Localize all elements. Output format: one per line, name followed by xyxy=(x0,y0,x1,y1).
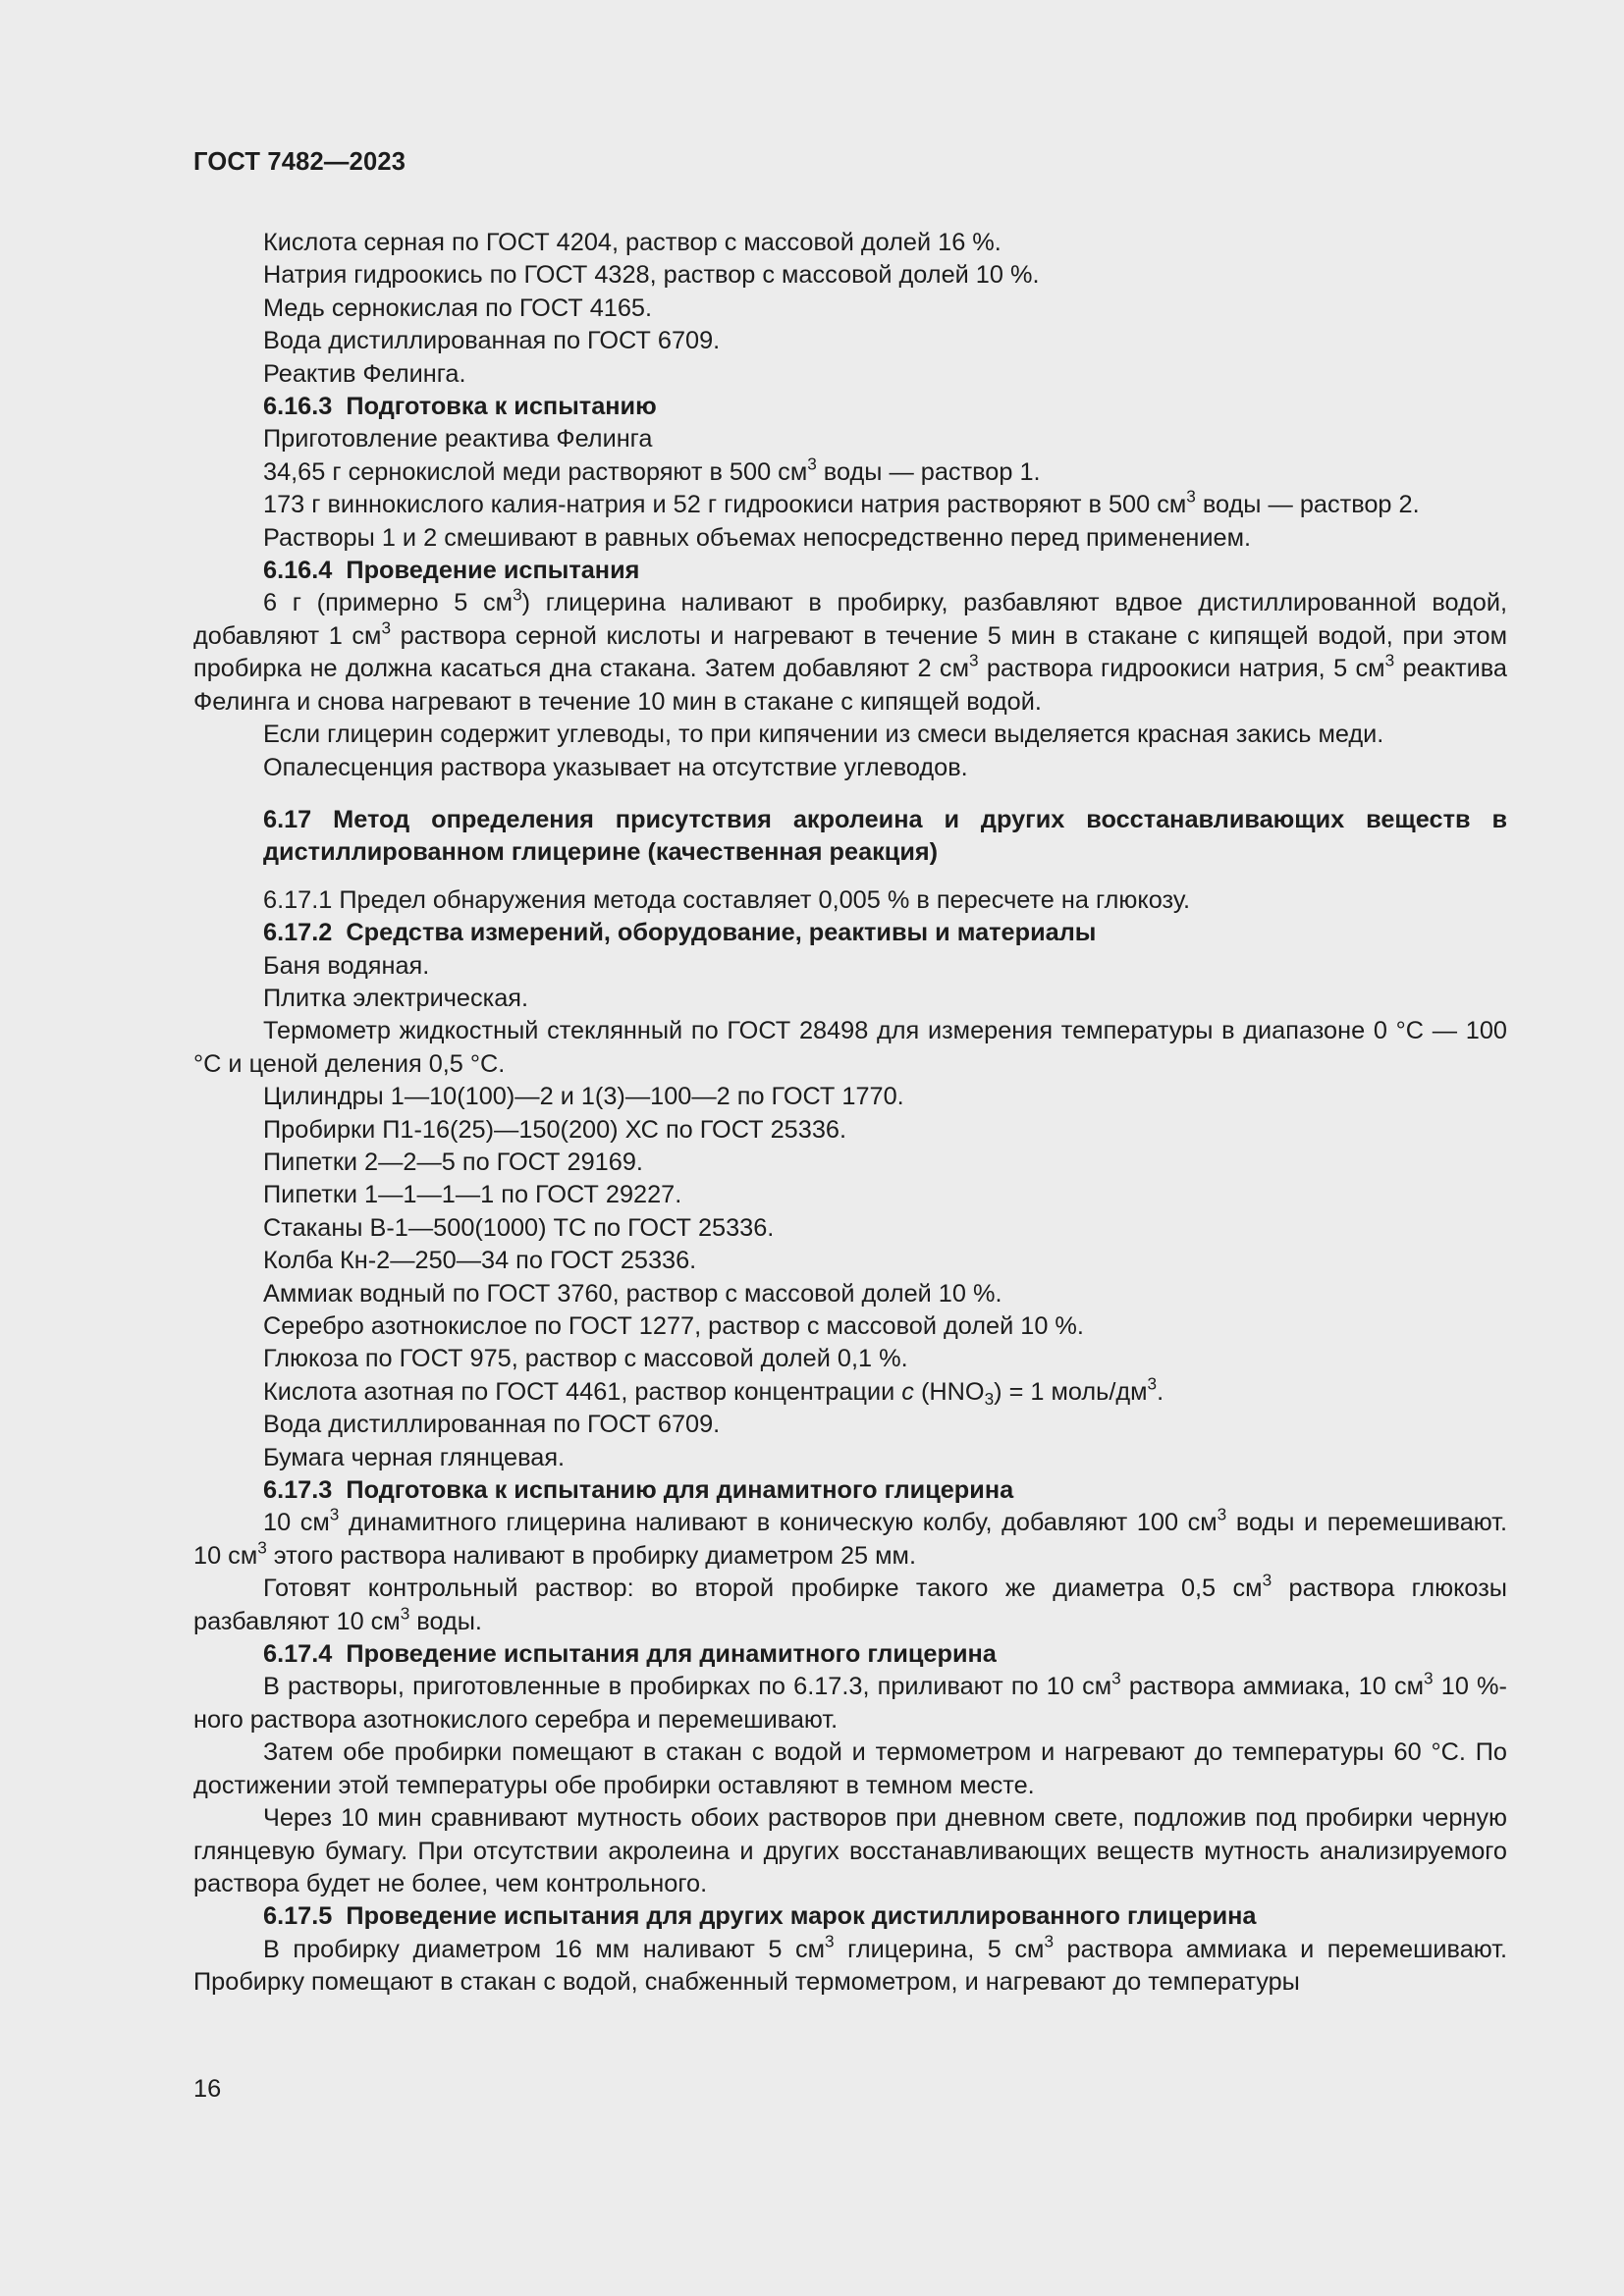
section-title: Средства измерений, оборудование, реактивы и материалы xyxy=(346,919,1097,947)
section-number: 6.17.4 xyxy=(263,1640,333,1669)
list-item: Кислота азотная по ГОСТ 4461, раствор концентрации c $(HNO_3) = 1$ моль/$дм^3$. xyxy=(263,1373,1164,1409)
list-item: Серебро азотнокислое по ГОСТ 1277, раствор с массовой долей 10 %. xyxy=(263,1312,1084,1340)
paragraph: Опалесценция раствора указывает на отсутствие углеводов. xyxy=(263,753,968,781)
section-heading-6-16-4 xyxy=(193,555,1507,587)
document-header: ГОСТ 7482—2023 xyxy=(193,148,406,176)
list-item: Бумага черная глянцевая. xyxy=(263,1443,566,1471)
paragraph: В растворы, приготовленные в пробирках по 6.17.3, приливают по 10 $см^3$ раствора аммиака, 10 $см^3$ 10 %-ного раствора азотнокислого серебра и перемешивают. xyxy=(193,1668,1507,1734)
paragraph: Приготовление реактива Фелинга xyxy=(263,425,653,454)
section-title: Подготовка к испытанию xyxy=(346,393,657,421)
list-item: Вода дистиллированная по ГОСТ 6709. xyxy=(263,1411,721,1439)
section-number: 6.17.3 xyxy=(263,1476,333,1505)
paragraph: В пробирку диаметром 16 мм наливают 5 $см^3$ глицерина, 5 $см^3$ раствора аммиака и перемешивают. Пробирку помещают в стакан с водой, снабженный термометром, и нагревают до температуры xyxy=(193,1931,1507,1997)
paragraph: Затем обе пробирки помещают в стакан с водой и термометром и нагревают до температуры 60 °С. По достижении этой температуры обе пробирки оставляют в темном месте. xyxy=(193,1738,1507,1799)
paragraph: Через 10 мин сравнивают мутность обоих растворов при дневном свете, подложив под пробирки черную глянцевую бумагу. При отсутствии акролеина и других восстанавливающих веществ мутность анализируемого раствора будет не более, чем контрольного. xyxy=(193,1804,1507,1897)
page-number: 16 xyxy=(193,2075,222,2103)
section-number: 6.17.2 xyxy=(263,919,333,947)
paragraph: Растворы 1 и 2 смешивают в равных объемах непосредственно перед применением. xyxy=(263,523,1252,552)
list-item: Глюкоза по ГОСТ 975, раствор с массовой долей 0,1 %. xyxy=(263,1345,908,1373)
list-item: Пробирки П1-16(25)—150(200) ХС по ГОСТ 25336. xyxy=(263,1115,846,1144)
list-item: Вода дистиллированная по ГОСТ 6709. xyxy=(263,327,721,355)
section-heading-6-16-3 xyxy=(193,391,1507,423)
list-item: Цилиндры 1—10(100)—2 и 1(3)—100—2 по ГОСТ 1770. xyxy=(263,1083,904,1111)
paragraph: 173 г виннокислого калия-натрия и 52 г гидроокиси натрия растворяют в 500 $см^3$ воды — раствор 2. xyxy=(263,486,1420,519)
section-heading-6-17: 6.17 Метод определения присутствия акролеина и других восстанавливающих веществ в дистиллированном глицерине (качественная реакция) xyxy=(263,805,1507,867)
section-heading-6-17-3 xyxy=(193,1474,1507,1507)
paragraph: Готовят контрольный раствор: во второй пробирке такого же диаметра 0,5 $см^3$ раствора глюкозы разбавляют 10 $см^3$ воды. xyxy=(193,1570,1507,1635)
paragraph: 34,65 г сернокислой меди растворяют в 500 $см^3$ воды — раствор 1. xyxy=(263,454,1041,486)
section-heading-6-17-4 xyxy=(193,1638,1507,1671)
section-heading-6-17-2 xyxy=(193,917,1507,949)
section-heading-6-17-5 xyxy=(193,1900,1507,1933)
list-item: Натрия гидроокись по ГОСТ 4328, раствор с массовой долей 10 %. xyxy=(263,261,1040,290)
list-item: Аммиак водный по ГОСТ 3760, раствор с массовой долей 10 %. xyxy=(263,1279,1002,1308)
document-body xyxy=(193,227,1507,2000)
list-item: Реактив Фелинга. xyxy=(263,359,466,388)
list-item: Термометр жидкостный стеклянный по ГОСТ 28498 для измерения температуры в диапазоне 0 °С — 100 °С и ценой деления 0,5 °С. xyxy=(193,1017,1507,1078)
section-title: Проведение испытания для других марок дистиллированного глицерина xyxy=(346,1902,1257,1931)
section-title: Проведение испытания xyxy=(346,557,640,585)
section-number: 6.17.5 xyxy=(263,1902,333,1931)
paragraph: 10 $см^3$ динамитного глицерина наливают в коническую колбу, добавляют 100 $см^3$ воды и перемешивают. 10 $см^3$ этого раствора наливают в пробирку диаметром 25 мм. xyxy=(193,1504,1507,1570)
paragraph: Если глицерин содержит углеводы, то при кипячении из смеси выделяется красная закись меди. xyxy=(263,721,1384,749)
section-number: 6.16.3 xyxy=(263,393,333,421)
list-item: Пипетки 2—2—5 по ГОСТ 29169. xyxy=(263,1148,643,1176)
list-item: Стаканы В-1—500(1000) ТС по ГОСТ 25336. xyxy=(263,1213,775,1242)
list-item: Баня водяная. xyxy=(263,951,430,980)
paragraph: 6.17.1 Предел обнаружения метода составляет 0,005 % в пересчете на глюкозу. xyxy=(263,885,1190,914)
list-item: Медь сернокислая по ГОСТ 4165. xyxy=(263,294,653,322)
list-item: Пипетки 1—1—1—1 по ГОСТ 29227. xyxy=(263,1181,682,1209)
list-item: Кислота серная по ГОСТ 4204, раствор с массовой долей 16 %. xyxy=(263,229,1001,256)
list-item: Плитка электрическая. xyxy=(263,984,529,1012)
section-title: Проведение испытания для динамитного глицерина xyxy=(346,1640,997,1669)
section-number: 6.16.4 xyxy=(263,557,333,585)
paragraph: 6 г (примерно 5 $см^3$) глицерина наливают в пробирку, разбавляют вдвое дистиллированной водой, добавляют 1 $см^3$ раствора серной кислоты и нагревают в течение 5 мин в стакане с кипящей водой, при этом пробирка не должна касаться дна стакана. Затем добавляют 2 $см^3$ раствора гидроокиси натрия, 5 $см^3$ реактива Фелинга и снова нагревают в течение 10 мин в стакане с кипящей водой. xyxy=(193,584,1507,716)
list-item: Колба Кн-2—250—34 по ГОСТ 25336. xyxy=(263,1247,697,1275)
section-title: Подготовка к испытанию для динамитного глицерина xyxy=(346,1476,1014,1505)
